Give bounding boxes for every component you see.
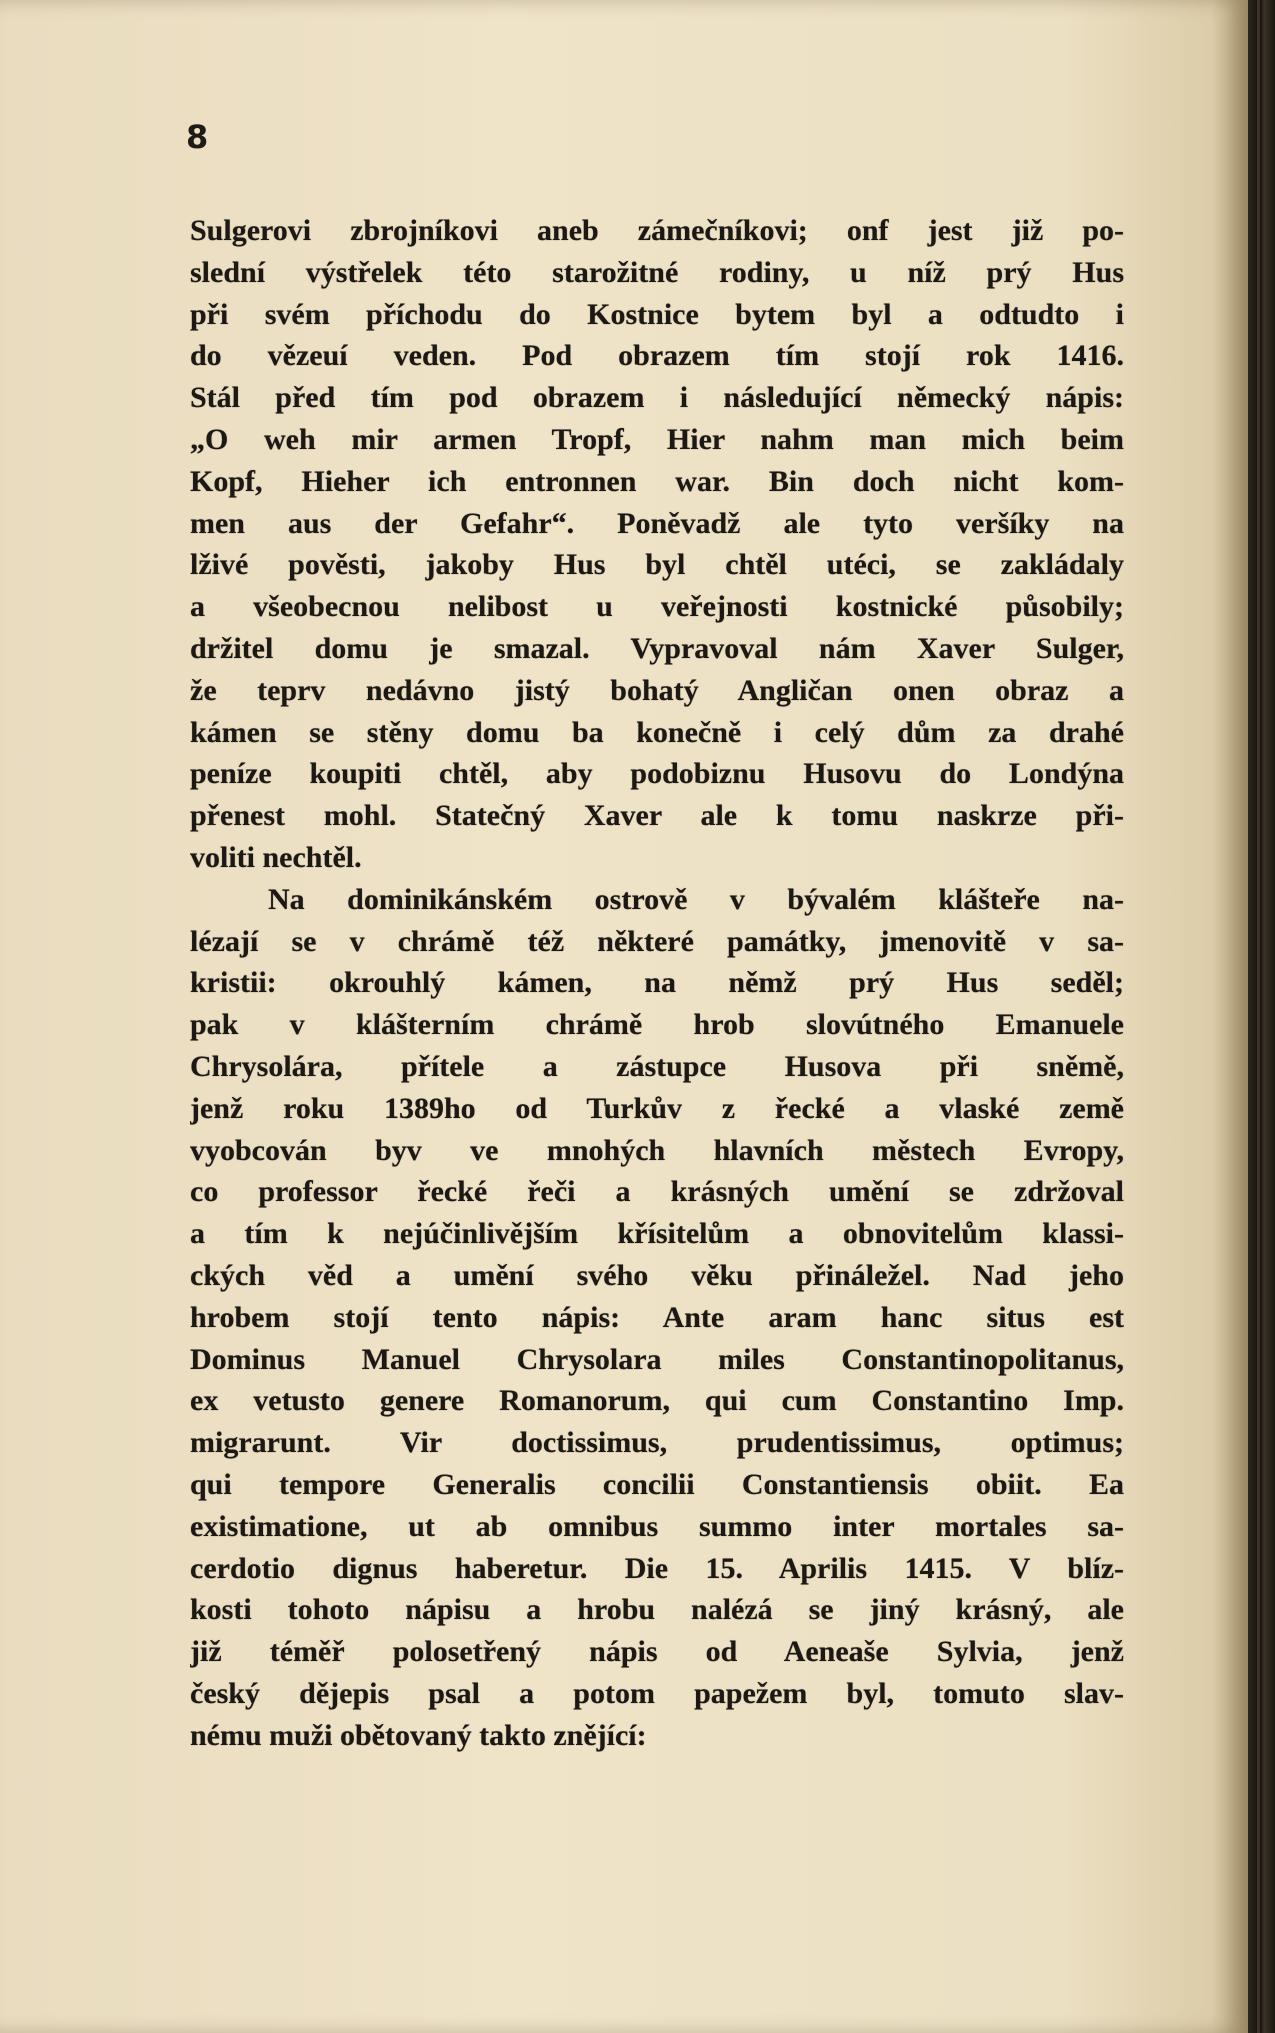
text-line: český dějepis psal a potom papežem byl, tomuto slav- bbox=[190, 1676, 1124, 1710]
text-line: pak v klášterním chrámě hrob slovútného Emanuele bbox=[190, 1008, 1124, 1042]
text-line: držitel domu je smazal. Vypravoval nám Xaver Sulger, bbox=[190, 631, 1124, 665]
text-line: cerdotio dignus haberetur. Die 15. Aprilis 1415. V blíz- bbox=[190, 1551, 1124, 1585]
text-line: jenž roku 1389ho od Turkův z řecké a vlaské země bbox=[190, 1091, 1124, 1125]
text-line: lézají se v chrámě též některé památky, jmenovitě v sa- bbox=[190, 924, 1124, 958]
text-line: qui tempore Generalis concilii Constantiensis obiit. Ea bbox=[190, 1467, 1124, 1501]
text-line: co professor řecké řeči a krásných umění se zdržoval bbox=[190, 1175, 1124, 1209]
paragraph-end-line: nému muži obětovaný takto znějící: bbox=[190, 1718, 647, 1752]
paragraph-end-line: voliti nechtěl. bbox=[190, 840, 362, 874]
text-line: migrarunt. Vir doctissimus, prudentissimus, optimus; bbox=[190, 1426, 1124, 1460]
text-line: ex vetusto genere Romanorum, qui cum Constantino Imp. bbox=[190, 1384, 1124, 1418]
text-line: Kopf, Hieher ich entronnen war. Bin doch nicht kom- bbox=[190, 464, 1124, 498]
text-line: Sulgerovi zbrojníkovi aneb zámečníkovi; onf jest již po- bbox=[190, 214, 1124, 247]
text-line: kámen se stěny domu ba konečně i celý dům za drahé bbox=[190, 715, 1124, 749]
text-line: slední výstřelek této starožitné rodiny, u níž prý Hus bbox=[190, 255, 1124, 289]
text-line: přenest mohl. Statečný Xaver ale k tomu naskrze při- bbox=[190, 799, 1124, 833]
text-line: men aus der Gefahr“. Poněvadž ale tyto veršíky na bbox=[190, 506, 1124, 540]
book-binding-edge bbox=[1248, 0, 1275, 2033]
text-line: Dominus Manuel Chrysolara miles Constantinopolitanus, bbox=[190, 1342, 1124, 1376]
body-text bbox=[190, 210, 1124, 1756]
text-line: a všeobecnou nelibost u veřejnosti kostnické působily; bbox=[190, 590, 1124, 624]
paragraph-start-line: Na dominikánském ostrově v bývalém klášteře na- bbox=[268, 882, 1124, 916]
text-line: vyobcován byv ve mnohých hlavních městech Evropy, bbox=[190, 1133, 1124, 1167]
text-line: peníze koupiti chtěl, aby podobiznu Husovu do Londýna bbox=[190, 757, 1124, 791]
text-line: lživé pověsti, jakoby Hus byl chtěl utéci, se zakládaly bbox=[190, 548, 1124, 582]
page-number: 8 bbox=[186, 118, 209, 156]
text-line: existimatione, ut ab omnibus summo inter mortales sa- bbox=[190, 1509, 1124, 1543]
text-line: a tím k nejúčinlivějším křísitelům a obnovitelům klassi- bbox=[190, 1217, 1124, 1251]
text-line: Stál před tím pod obrazem i následující německý nápis: bbox=[190, 381, 1124, 415]
text-line: hrobem stojí tento nápis: Ante aram hanc situs est bbox=[190, 1300, 1124, 1334]
text-line: ckých věd a umění svého věku přináležel. Nad jeho bbox=[190, 1258, 1124, 1292]
text-line: již téměř polosetřený nápis od Aeneaše Sylvia, jenž bbox=[190, 1635, 1124, 1669]
text-line: do vězeuí veden. Pod obrazem tím stojí rok 1416. bbox=[190, 339, 1124, 373]
text-line: že teprv nedávno jistý bohatý Angličan onen obraz a bbox=[190, 673, 1124, 707]
text-line: kosti tohoto nápisu a hrobu nalézá se jiný krásný, ale bbox=[190, 1593, 1124, 1627]
text-line: kristii: okrouhlý kámen, na němž prý Hus seděl; bbox=[190, 966, 1124, 1000]
text-line: při svém příchodu do Kostnice bytem byl a odtudto i bbox=[190, 297, 1124, 331]
text-line: Chrysolára, přítele a zástupce Husova při sněmě, bbox=[190, 1049, 1124, 1083]
text-line: „O weh mir armen Tropf, Hier nahm man mich beim bbox=[190, 422, 1124, 456]
